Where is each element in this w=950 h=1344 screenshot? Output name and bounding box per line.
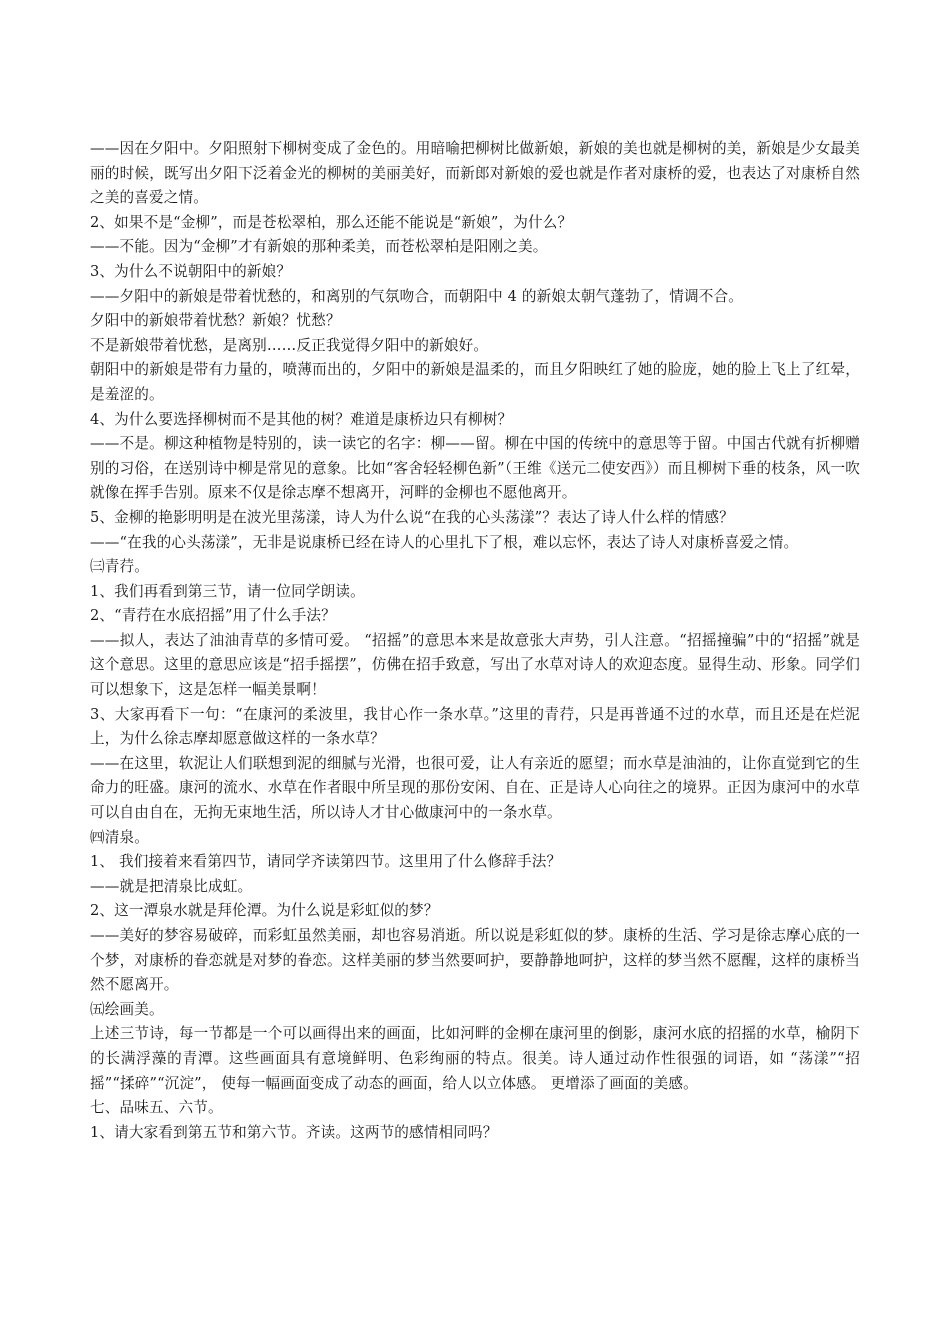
paragraph-answer-5: ——“在我的心头荡漾”，无非是说康桥已经在诗人的心里扎下了根，难以忘怀，表达了诗人对康桥喜爱之情。 <box>90 533 799 551</box>
paragraph-discussion-2: 不是新娘带着忧愁，是离别……反正我觉得夕阳中的新娘好。 <box>90 336 489 354</box>
document-body <box>90 137 860 1145</box>
paragraph-part-seven-1: 1、请大家看到第五节和第六节。齐读。这两节的感情相同吗？ <box>90 1123 498 1141</box>
paragraph-question-2: 2、如果不是“金柳”，而是苍松翠柏，那么还能不能说是“新娘”，为什么？ <box>90 213 573 231</box>
paragraph-qingquan-1: 1、 我们接着来看第四节，请同学齐读第四节。这里用了什么修辞手法？ <box>90 853 562 871</box>
section-heading-part-seven: 七、品味五、六节。 <box>90 1099 223 1117</box>
paragraph-question-5: 5、金柳的艳影明明是在波光里荡漾，诗人为什么说“在我的心头荡漾”？表达了诗人什么样的情感？ <box>90 508 734 526</box>
paragraph-painting-beauty: 上述三节诗，每一节都是一个可以画得出来的画面，比如河畔的金柳在康河里的倒影，康河水底的招摇的水草，榆阴下的长满浮藻的青潭。这些画面具有意境鲜明、色彩绚丽的特点。很美。诗人通过动作性很强的词语，如 “荡漾”“招摇”“揉碎”“沉淀”， 使每一幅画面变成了动态的画面，给人以立体感。 更增添了画面的美感。 <box>90 1025 860 1092</box>
section-heading-painting-beauty: ㈤绘画美。 <box>90 1000 164 1018</box>
paragraph-answer-golden-willow: ——因在夕阳中。夕阳照射下柳树变成了金色的。用暗喻把柳树比做新娘，新娘的美也就是柳树的美，新娘是少女最美丽的时候，既写出夕阳下泛着金光的柳树的美丽美好，而新郎对新娘的爱也就是作者对康桥的爱，也表达了对康桥自然之美的喜爱之情。 <box>90 140 860 207</box>
paragraph-discussion-1: 夕阳中的新娘带着忧愁？新娘？忧愁？ <box>90 312 341 330</box>
section-heading-qingquan: ㈣清泉。 <box>90 828 149 846</box>
paragraph-qingxing-2: 2、“青荇在水底招摇”用了什么手法？ <box>90 607 336 625</box>
paragraph-qingquan-answer-2: ——美好的梦容易破碎，而彩虹虽然美丽，却也容易消逝。所以说是彩虹似的梦。康桥的生活、学习是徐志摩心底的一个梦，对康桥的眷恋就是对梦的眷恋。这样美丽的梦当然要呵护，要静静地呵护，这样的梦当然不愿醒，这样的康桥当然不愿离开。 <box>90 927 860 994</box>
section-heading-qingxing: ㈢青荇。 <box>90 558 149 576</box>
paragraph-qingquan-answer-1: ——就是把清泉比成虹。 <box>90 877 253 895</box>
paragraph-qingxing-3: 3、大家再看下一句：“在康河的柔波里，我甘心作一条水草。”这里的青荇，只是再普通不过的水草，而且还是在烂泥上，为什么徐志摩却愿意做这样的一条水草？ <box>90 705 860 748</box>
paragraph-qingxing-answer-2: ——拟人，表达了油油青草的多情可爱。 “招摇”的意思本来是故意张大声势，引人注意。“招摇撞骗”中的“招摇”就是这个意思。这里的意思应该是“招手摇摆”，仿佛在招手致意，写出了水草对诗人的欢迎态度。显得生动、形象。同学们可以想象下，这是怎样一幅美景啊！ <box>90 631 860 699</box>
paragraph-qingxing-1: 1、我们再看到第三节，请一位同学朗读。 <box>90 582 365 600</box>
paragraph-answer-2: ——不能。因为“金柳”才有新娘的那种柔美，而苍松翠柏是阳刚之美。 <box>90 238 548 256</box>
paragraph-answer-4: ——不是。柳这种植物是特别的，读一读它的名字：柳——留。柳在中国的传统中的意思等于留。中国古代就有折柳赠别的习俗，在送别诗中柳是常见的意象。比如“客舍轻轻柳色新”（王维《送元二使安西》）而且柳树下垂的枝条，风一吹就像在挥手告别。原来不仅是徐志摩不想离开，河畔的金柳也不愿他离开。 <box>90 435 860 502</box>
paragraph-qingquan-2: 2、这一潭泉水就是拜伦潭。为什么说是彩虹似的梦？ <box>90 902 439 920</box>
paragraph-discussion-3: 朝阳中的新娘是带有力量的，喷薄而出的，夕阳中的新娘是温柔的，而且夕阳映红了她的脸庞，她的脸上飞上了红晕，是羞涩的。 <box>90 361 860 403</box>
paragraph-answer-3: ——夕阳中的新娘是带着忧愁的，和离别的气氛吻合，而朝阳中 4 的新娘太朝气蓬勃了，情调不合。 <box>90 287 743 305</box>
paragraph-question-4: 4、为什么要选择柳树而不是其他的树？难道是康桥边只有柳树？ <box>90 410 513 428</box>
paragraph-qingxing-answer-3: ——在这里，软泥让人们联想到泥的细腻与光滑，也很可爱，让人有亲近的愿望；而水草是油油的，让你直觉到它的生命力的旺盛。康河的流水、水草在作者眼中所呈现的那份安闲、自在、正是诗人心向往之的境界。正因为康河中的水草可以自由自在，无拘无束地生活，所以诗人才甘心做康河中的一条水草。 <box>90 754 860 822</box>
paragraph-question-3: 3、为什么不说朝阳中的新娘？ <box>90 262 292 280</box>
